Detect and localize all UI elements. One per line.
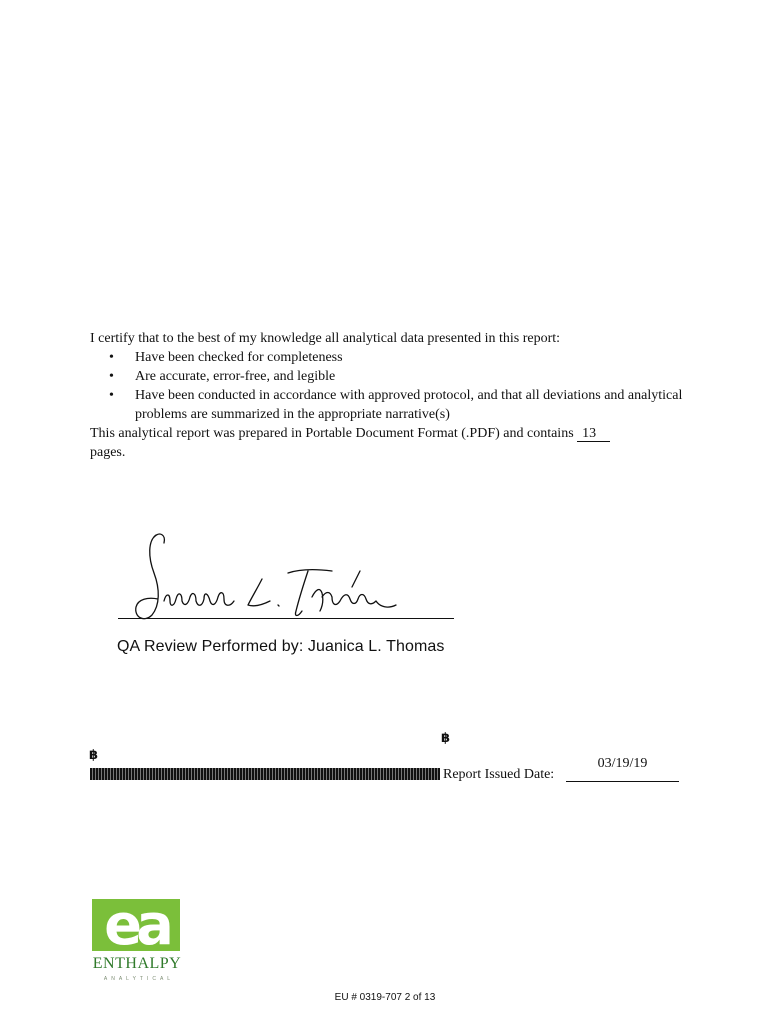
svg-text:ANALYTICAL: ANALYTICAL [103,976,175,982]
pdf-statement [90,424,690,443]
certification-item: • Have been checked for completeness [135,348,690,367]
report-issued-label: Report Issued Date: [443,767,555,782]
certification-item: • Are accurate, error-free, and legible [135,367,690,386]
certification-intro: I certify that to the best of my knowledge all analytical data presented in this report: [90,331,561,346]
svg-text:ea: ea [104,897,168,958]
handwritten-signature [112,527,462,625]
report-issued-date: 03/19/19 [597,756,648,771]
page-footer: EU # 0319-707 2 of 13 [334,992,436,1003]
issued-date-line [566,781,679,782]
redaction-mark: ฿ [89,748,99,763]
signature-line [118,618,454,619]
certification-list [90,348,690,424]
certification-item: • Have been conducted in accordance with approved protocol, and that all deviations and analytical problems are summarized in the appropriate narrative(s) [135,386,690,424]
svg-text:ENTHALPY: ENTHALPY [92,955,182,972]
enthalpy-logo [87,897,189,985]
redaction-bar [90,768,440,780]
qa-review-label: QA Review Performed by: Juanica L. Thomas [117,638,445,655]
certification-block [90,329,690,462]
pdf-statement-end: pages. [90,445,126,460]
page-count-value: 13 [577,426,610,442]
pdf-statement-text: This analytical report was prepared in Portable Document Format (.PDF) and contains [90,426,574,441]
redaction-mark: ฿ [441,731,451,746]
